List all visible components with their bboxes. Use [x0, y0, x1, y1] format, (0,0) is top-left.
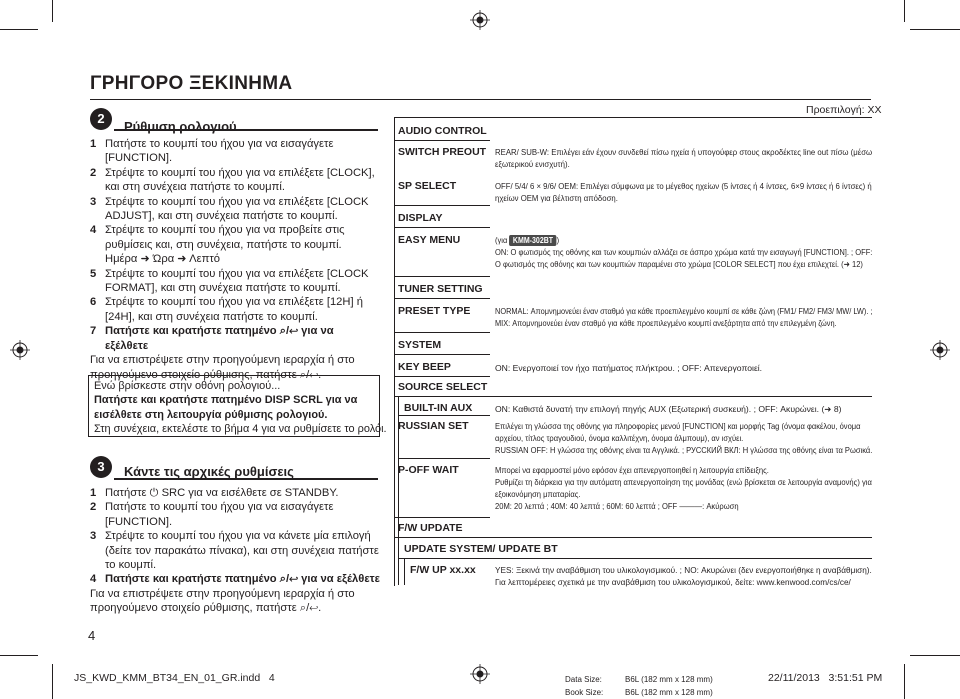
step-2-line: 1 Πατήστε το κουμπί του ήχου για να εισαγάγετε: [90, 138, 334, 150]
clock-note-line: Στη συνέχεια, εκτελέστε το βήμα 4 για να ρυθμίσετε το ρολόι.: [94, 423, 387, 436]
menu-preset-type: PRESET TYPE: [398, 305, 471, 317]
table-rule: [394, 332, 490, 333]
menu-fw-update: F/W UPDATE: [398, 522, 463, 534]
step-number: 2: [90, 166, 97, 179]
menu-system: SYSTEM: [398, 339, 442, 351]
footer-data-size-value: B6L (182 mm x 128 mm): [625, 675, 713, 684]
trim-mark: [52, 0, 53, 22]
footer-filename: JS_KWD_KMM_BT34_EN_01_GR.indd 4: [74, 672, 275, 684]
menu-russian-set: RUSSIAN SET: [398, 420, 469, 432]
step-2-line: FORMAT], και στη συνέχεια πατήστε το κουμπί.: [105, 282, 341, 295]
footer-book-size-label: Book Size:: [565, 688, 604, 697]
menu-poff-wait: P-OFF WAIT: [398, 464, 459, 476]
clock-note-line: εισέλθετε στη λειτουργία ρύθμισης ρολογιού.: [94, 408, 328, 421]
registration-mark-right: [930, 340, 950, 360]
step-3-line: προηγούμενο στοιχείο ρύθμισης, πατήστε ⌕/↩.: [90, 602, 322, 615]
switch-preout-desc: REAR/ SUB-W: Επιλέγει εάν έχουν συνδεθεί πίσω ηχεία ή υπογούφερ στους ακροδέκτες line out πίσω (μέσω εξωτερικού ενισχυτή).: [495, 147, 873, 169]
trim-mark: [0, 655, 38, 656]
step-2-instructions: [90, 137, 380, 382]
step-2-line: ADJUST], και στη συνέχεια πατήστε το κουμπί.: [105, 210, 338, 223]
key-beep-desc: ON: Ενεργοποιεί τον ήχο πατήματος πλήκτρου. ; OFF: Απενεργοποιεί.: [495, 363, 763, 373]
step-number: 5: [90, 267, 97, 280]
clock-note-text: [94, 379, 393, 437]
table-rule: [398, 558, 872, 559]
step-2-badge: 2: [90, 108, 112, 130]
table-rule: [394, 298, 490, 299]
footer-datetime: 22/11/2013 3:51:51 PM: [768, 672, 883, 684]
easy-menu-desc: (για KMM-302BT ) ON: Ο φωτισμός της οθόνης και των κουμπιών αλλάζει σε άσπρο χρώμα κατά την εισαγωγή [FUNCTION]. ; OFF: Ο φωτισμός της οθόνης και των κουμπιών παραμένει στο χρώμα [COLOR SELECT] που έχει επιλεχτεί. (➜ 12): [495, 235, 873, 269]
table-rule: [394, 276, 490, 277]
clock-note-line: Ενώ βρίσκεστε στην οθόνη ρολογιού...: [94, 380, 281, 392]
trim-mark: [910, 655, 960, 656]
step-2-line: [24H], και στη συνέχεια πατήστε το κουμπί.: [105, 310, 318, 323]
menu-sp-select: SP SELECT: [398, 180, 457, 192]
title-rule: [90, 99, 871, 100]
step-3-badge: 3: [90, 456, 112, 478]
default-label: Προεπιλογή: XX: [806, 104, 882, 116]
table-rule: [394, 396, 872, 397]
step-2-line: εξέλθετε: [105, 339, 149, 352]
step-number: 1: [90, 138, 97, 150]
table-rule: [398, 458, 490, 459]
sub-table-border: [398, 537, 399, 585]
step-3-line: 2 Πατήστε το κουμπί του ήχου για να εισαγάγετε: [90, 501, 334, 514]
table-rule: [394, 354, 490, 355]
menu-update-system-bt: UPDATE SYSTEM/ UPDATE BT: [404, 543, 558, 555]
step-2-line: Ημέρα ➜ Ώρα ➜ Λεπτό: [105, 253, 220, 266]
trim-mark: [0, 29, 38, 30]
trim-mark: [52, 664, 53, 699]
step-number: 3: [90, 530, 97, 543]
clock-note-line: Πατήστε και κρατήστε πατημένο DISP SCRL για να: [94, 394, 358, 407]
step-2-line: 6 Στρέψτε το κουμπί του ήχου για να επιλέξετε [12H] ή: [90, 296, 363, 309]
step-3-line: Για να επιστρέψετε στην προηγούμενη ιεραρχία ή στο: [90, 587, 355, 600]
poff-wait-desc: Μπορεί να εφαρμοστεί μόνο εφόσον έχει απενεργοποιηθεί η λειτουργία επίδειξης. Ρυθμίζει τη διάρκεια για την αυτόματη απενεργοποίηση της μονάδας (ενώ βρίσκεται σε λειτουργία αναμονής) για εξοικονόμηση μπαταρίας. 20M: 20 λεπτά ; 40M: 40 λεπτά ; 60M: 60 λεπτά ; OFF ———: Ακύρωση: [495, 465, 872, 511]
table-bottom-rule: [394, 585, 395, 586]
footer-data-size-label: Data Size:: [565, 675, 602, 684]
step-number: 6: [90, 296, 97, 309]
step-3-instructions: [90, 486, 380, 616]
model-badge: KMM-302BT: [509, 235, 556, 246]
step-2-line: ρυθμίσεις και, στη συνέχεια, πατήστε το κουμπί.: [105, 238, 342, 251]
menu-display: DISPLAY: [398, 212, 443, 224]
step-3-line: το κουμπί.: [105, 559, 157, 572]
trim-mark: [904, 664, 905, 699]
step-2-line: 7 Πατήστε και κρατήστε πατημένο ⌕/↩ για να: [90, 325, 334, 338]
step-number: 4: [90, 224, 97, 237]
table-rule: [394, 117, 872, 118]
table-left-border: [394, 117, 395, 585]
step-2-line: 2 Στρέψτε το κουμπί του ήχου για να επιλέξετε [CLOCK],: [90, 166, 375, 179]
table-rule: [394, 517, 490, 518]
step-3-line: 3 Στρέψτε το κουμπί του ήχου για να κάνετε μία επιλογή: [90, 530, 371, 543]
step-number: 2: [90, 501, 97, 514]
fw-up-desc: YES: Ξεκινά την αναβάθμιση του υλικολογισμικού. ; NO: Ακυρώνει (δεν ενεργοποιήθηκε η αναβάθμιση). Για λεπτομέρειες σχετικά με την αναβάθμιση του υλικολογισμικού, δείτε: www.kenwood.com/cs/ce/: [495, 565, 872, 587]
preset-type-desc: NORMAL: Απομνημονεύει έναν σταθμό για κάθε προεπιλεγμένο κουμπί σε κάθε ζώνη (FM1/ FM2/ FM3/ MW/ LW). ; MIX: Απομνημονεύει έναν σταθμό για κάθε προεπιλεγμένο κουμπί ανεξάρτητα από την επιλεγμένη ζώνη.: [495, 306, 873, 328]
sp-select-desc: OFF/ 5/4/ 6 × 9/6/ OEM: Επιλέγει σύμφωνα με το μέγεθος ηχείων (5 ίντσες ή 4 ίντσες, 6×9 ίντσες ή 6 ίντσες) ή ηχείων OEM για βέλτιστη απόδοση.: [495, 181, 872, 203]
menu-builtin-aux: BUILT-IN AUX: [404, 402, 473, 414]
menu-key-beep: KEY BEEP: [398, 361, 451, 373]
step-2-line: [FUNCTION].: [105, 152, 173, 165]
footer-book-size-value: B6L (182 mm x 128 mm): [625, 688, 713, 697]
menu-audio-control: AUDIO CONTROL: [398, 125, 487, 137]
menu-easy-menu: EASY MENU: [398, 234, 461, 246]
sub-sub-table-border: [404, 558, 405, 585]
step-2-line: 5 Στρέψτε το κουμπί του ήχου για να επιλέξετε [CLOCK: [90, 267, 369, 280]
registration-mark-top: [470, 10, 490, 30]
step-number: 3: [90, 195, 97, 208]
trim-mark: [910, 29, 960, 30]
builtin-aux-desc: ON: Καθιστά δυνατή την επιλογή πηγής AUX (Εξωτερική συσκευή). ; OFF: Ακυρώνει. (➜ 8): [495, 404, 842, 414]
registration-mark-bottom: [470, 664, 490, 684]
step-2-line: Για να επιστρέψετε στην προηγούμενη ιεραρχία ή στο: [90, 354, 355, 367]
menu-fw-up: F/W UP xx.xx: [410, 564, 476, 576]
table-rule: [394, 376, 490, 377]
page-title: ΓΡΗΓΟΡΟ ΞΕΚΙΝΗΜΑ: [90, 73, 293, 94]
step-2-line: και στη συνέχεια πατήστε το κουμπί.: [105, 181, 285, 194]
table-rule: [398, 415, 490, 416]
table-rule: [394, 227, 490, 228]
step-2-line: 3 Στρέψτε το κουμπί του ήχου για να επιλέξετε [CLOCK: [90, 195, 369, 208]
step-3-line: (δείτε τον παρακάτω πίνακα), και στη συνέχεια πατήστε: [105, 544, 379, 557]
table-rule: [394, 205, 490, 206]
table-rule: [394, 537, 872, 538]
table-rule: [394, 140, 490, 141]
step-3-line: [FUNCTION].: [105, 515, 173, 528]
step-3-line: 1 Πατήστε ⏻ SRC για να εισέλθετε σε STANDBY.: [90, 487, 339, 499]
step-number: 1: [90, 487, 97, 499]
trim-mark: [904, 0, 905, 22]
menu-tuner-setting: TUNER SETTING: [398, 283, 483, 295]
menu-switch-preout: SWITCH PREOUT: [398, 146, 487, 158]
step-2-line: προηγούμενο στοιχείο ρύθμισης, πατήστε ⌕/↩.: [90, 368, 322, 381]
menu-source-select: SOURCE SELECT: [398, 381, 488, 393]
step-number: 7: [90, 325, 97, 338]
registration-mark-left: [10, 340, 30, 360]
step-number: 4: [90, 573, 97, 586]
step-3-heading: Κάντε τις αρχικές ρυθμίσεις: [124, 464, 294, 479]
page-number: 4: [88, 628, 96, 643]
step-3-line: 4 Πατήστε και κρατήστε πατημένο ⌕/↩ για να εξέλθετε: [90, 573, 380, 586]
step-2-heading: Ρύθμιση ρολογιού: [124, 119, 237, 134]
step-2-line: 4 Στρέψτε το κουμπί του ήχου για να προβείτε στις: [90, 224, 345, 237]
russian-set-desc: Επιλέγει τη γλώσσα της οθόνης για πληροφορίες μενού [FUNCTION] και μορφής Tag (όνομα φακέλου, όνομα αρχείου, τίτλος τραγουδιού, όνομα καλλιτέχνη, όνομα άλμπουμ), αν ισχύει. RUSSIAN OFF: Η γλώσσα της οθόνης είναι τα Αγγλικά. ; РУССКИЙ ВКЛ: Η γλώσσα της οθόνης είναι τα Ρωσικά.: [495, 421, 873, 455]
